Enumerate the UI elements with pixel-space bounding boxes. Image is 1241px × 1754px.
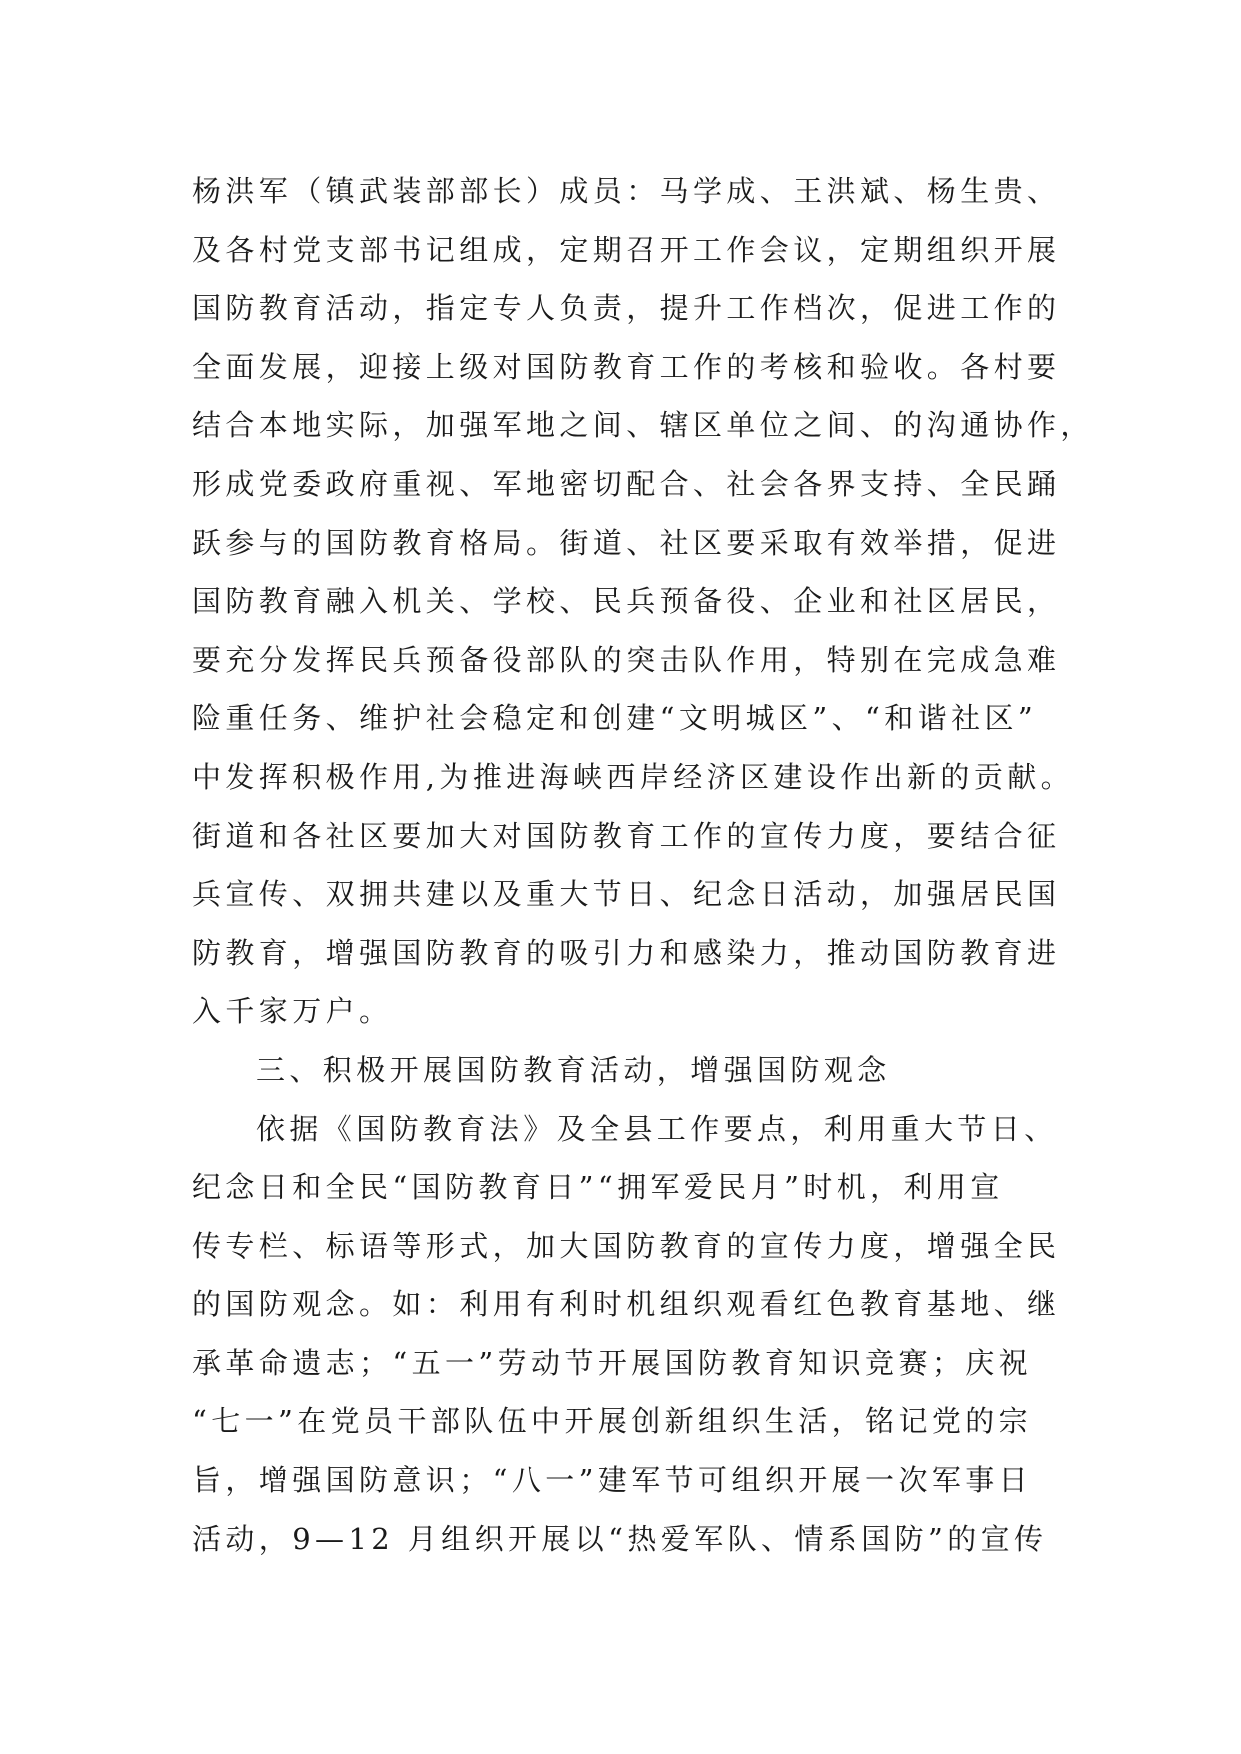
paragraph-line: 全面发展，迎接上级对国防教育工作的考核和验收。各村要 (192, 349, 1061, 384)
paragraph-line: 形成党委政府重视、军地密切配合、社会各界支持、全民踊 (192, 466, 1061, 501)
paragraph-line: 中发挥积极作用,为推进海峡西岸经济区建设作出新的贡献。 (192, 759, 1075, 794)
document-body (192, 162, 1092, 1568)
paragraph-line: 纪念日和全民“国防教育日”“拥军爱民月”时机，利用宣 (192, 1170, 1004, 1205)
paragraph-line: 依据《国防教育法》及全县工作要点，利用重大节日、 (256, 1111, 1058, 1146)
paragraph-line: 街道和各社区要加大对国防教育工作的宣传力度，要结合征 (192, 818, 1061, 853)
paragraph-line: 国防教育活动，指定专人负责，提升工作档次，促进工作的 (192, 291, 1061, 326)
paragraph-line: 结合本地实际，加强军地之间、辖区单位之间、的沟通协作， (192, 408, 1094, 443)
paragraph-line: 承革命遗志；“五一”劳动节开展国防教育知识竞赛；庆祝 (192, 1345, 1033, 1380)
paragraph-line: 险重任务、维护社会稳定和创建“文明城区”、“和谐社区” (192, 701, 1038, 736)
paragraph-line: 的国防观念。如：利用有利时机组织观看红色教育基地、继 (192, 1287, 1061, 1322)
section-heading: 三、积极开展国防教育活动，增强国防观念 (256, 1052, 891, 1087)
paragraph-line: 活动，9—12 月组织开展以“热爱军队、情系国防”的宣传 (192, 1521, 1048, 1556)
paragraph-line: 入千家万户。 (192, 994, 393, 1029)
paragraph-line: 跃参与的国防教育格局。街道、社区要采取有效举措，促进 (192, 525, 1061, 560)
paragraph-line: 传专栏、标语等形式，加大国防教育的宣传力度，增强全民 (192, 1228, 1061, 1263)
paragraph-line: 旨，增强国防意识；“八一”建军节可组织开展一次军事日 (192, 1463, 1033, 1498)
paragraph-line: 及各村党支部书记组成，定期召开工作会议，定期组织开展 (192, 232, 1061, 267)
paragraph-line: 兵宣传、双拥共建以及重大节日、纪念日活动，加强居民国 (192, 877, 1061, 912)
paragraph-line: 要充分发挥民兵预备役部队的突击队作用，特别在完成急难 (192, 642, 1061, 677)
paragraph-line: 国防教育融入机关、学校、民兵预备役、企业和社区居民， (192, 584, 1061, 619)
paragraph-line: “七一”在党员干部队伍中开展创新组织生活，铭记党的宗 (192, 1404, 1033, 1439)
paragraph-line: 防教育，增强国防教育的吸引力和感染力，推动国防教育进 (192, 935, 1061, 970)
paragraph-line: 杨洪军（镇武装部部长）成员：马学成、王洪斌、杨生贵、 (192, 174, 1061, 208)
